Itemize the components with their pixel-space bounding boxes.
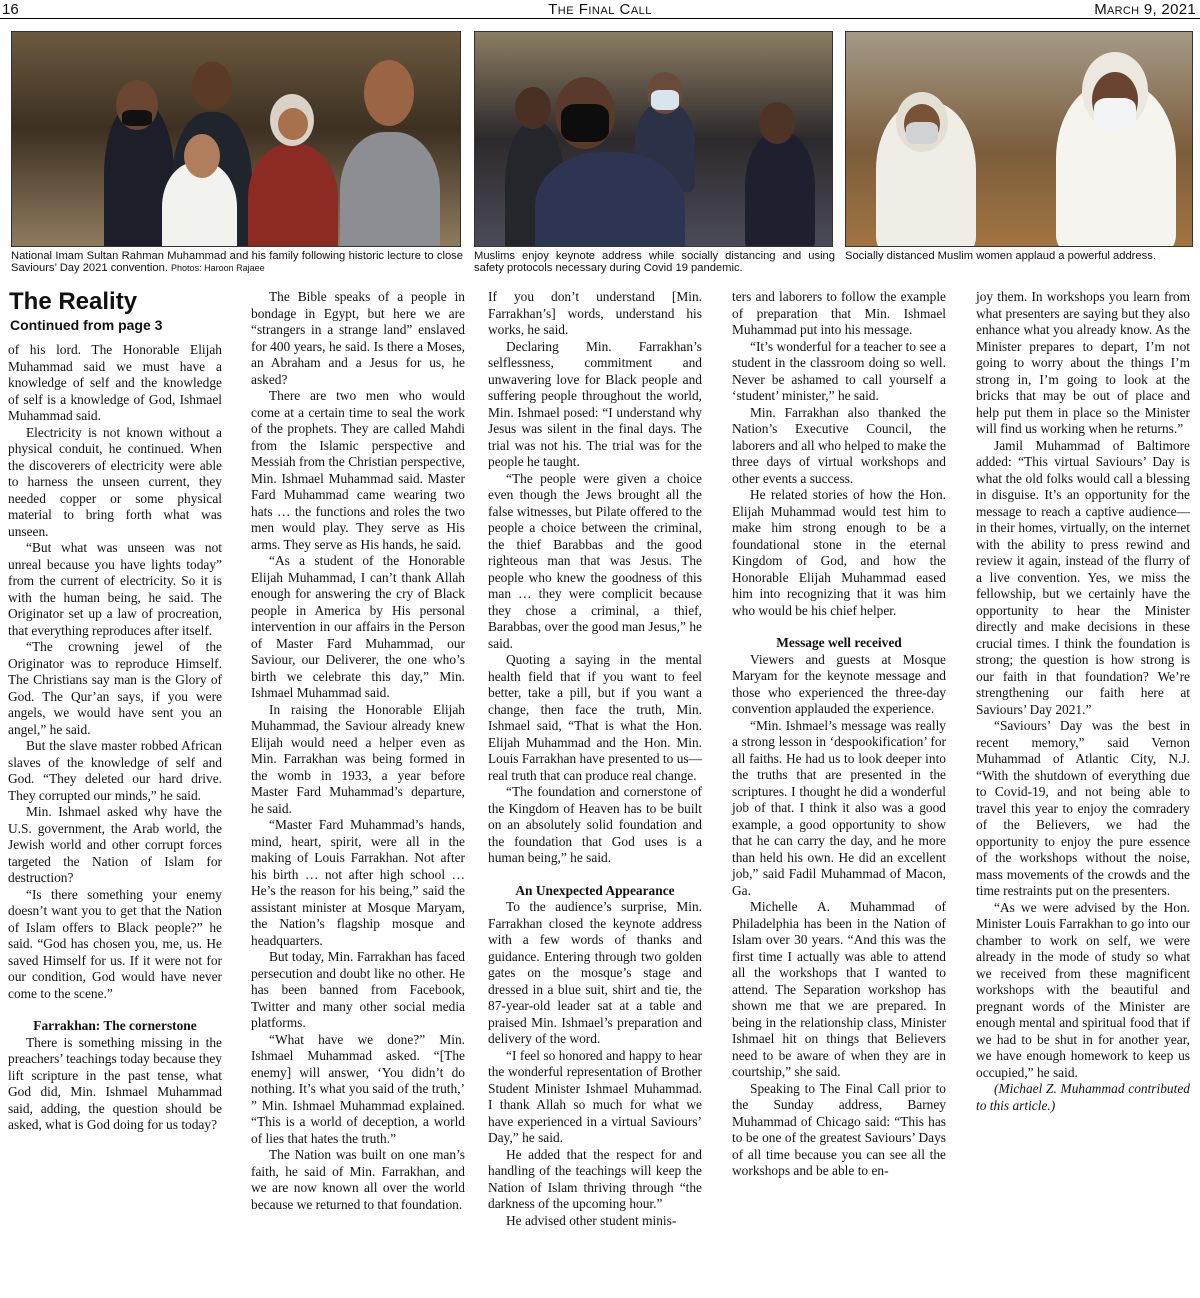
paragraph: He related stories of how the Hon. Elijah Muhammad would test him to make him strong enough to be a foundational stone in the eternal Kingdom of God, and how the Honorable Elijah Muhammad eased him into recognizing that it was him who would be his chief helper.	[732, 487, 946, 618]
paragraph: “But what was unseen was not unreal because you have lights today” from the current of electricity. So it is with the human being, he said. The Originator set up a law of procreation, that everything reproduces after itself.	[8, 540, 222, 638]
paragraph: But the slave master robbed African slaves of the knowledge of self and God. “They deleted our hard drive. They corrupted our minds,” he said.	[8, 738, 222, 803]
paragraph: of his lord. The Honorable Elijah Muhammad said we must have a knowledge of self and the knowledge of self is a knowledge of God, Ishmael Muhammad said.	[8, 342, 222, 423]
photo-audience-men	[474, 31, 833, 247]
paragraph: Min. Ishmael asked why have the U.S. government, the Arab world, the Jewish world and other corrupt forces targeted the Nation of Islam for destruction?	[8, 804, 222, 885]
photo-caption-2: Muslims enjoy keynote address while socially distancing and using safety protocols necessary during Covid 19 pandemic.	[474, 250, 835, 274]
paragraph: “What have we done?” Min. Ishmael Muhammad asked. “[The enemy] will answer, ‘You didn’t do nothing. It’s what you said of the truth,’ ” Min. Ishmael Muhammad explained. “This is a world of deception, a world of lies that hates the truth.”	[251, 1031, 465, 1146]
paragraph: If you don’t understand [Min. Farrakhan’s] words, understand his works, he said.	[488, 289, 702, 337]
paragraph: “The people were given a choice even though the Jews brought all the false witnesses, but Pilate offered to the people a choice between the criminal, the thief Barabbas and the good righteous man that was Jesus. The people who knew the goodness of this man … they were complicit because they chose a criminal, a thief, Barabbas, over the good man Jesus,” he said.	[488, 470, 702, 651]
paragraph: “The foundation and cornerstone of the Kingdom of Heaven has to be built on an absolutely solid foundation and the foundation that God uses is a human being,” he said.	[488, 784, 702, 865]
paragraph: “Min. Ishmael’s message was really a strong lesson in ‘despookification’ for all faiths. He had us to look deeper into the truths that are presented in the scriptures. I thought he did a wonderful job of that. I think it also was a good example, a good opportunity to show that he can carry the day, and he more than held his own. He did an excellent job,” said Fadil Muhammad of Macon, Ga.	[732, 717, 946, 898]
paragraph: But today, Min. Farrakhan has faced persecution and doubt like no other. He has been banned from Facebook, Twitter and many other social media platforms.	[251, 949, 465, 1030]
paragraph: The Nation was built on one man’s faith, he said of Min. Farrakhan, and we are now known all over the world because we returned to that foundation.	[251, 1147, 465, 1212]
issue-date: March 9, 2021	[1094, 1, 1196, 18]
paragraph: In raising the Honorable Elijah Muhammad, the Saviour already knew Elijah would need a helper even as Min. Farrakhan was being formed in the womb in 1933, a year before Master Fard Muhammad’s departure, he said.	[251, 701, 465, 816]
paragraph: “The crowning jewel of the Originator was to reproduce Himself. The Christians say man is the Glory of God. The Qur’an says, if you were angels, we would have sent you an angel,” he said.	[8, 639, 222, 737]
paragraph: He added that the respect for and handling of the teachings will keep the Nation of Islam thriving through “the darkness of the upcoming hour.”	[488, 1146, 702, 1211]
paragraph: To the audience’s surprise, Min. Farrakhan closed the keynote address with a few words of thanks and guidance. Entering through two golden gates on the mosque’s stage and dressed in a blue suit, shirt and tie, the 87-year-old leader sat at a table and praised Min. Ishmael’s preparation and delivery of the word.	[488, 899, 702, 1046]
section-subhead: Message well received	[776, 635, 902, 650]
photo-audience-women	[845, 31, 1193, 247]
continued-from-line: Continued from page 3	[10, 317, 163, 333]
paragraph: Viewers and guests at Mosque Maryam for the keynote message and those who experienced the three-day convention applauded the experience.	[732, 651, 946, 716]
paragraph: “As we were advised by the Hon. Minister Louis Farrakhan to go into our chamber to work on self, we were already in the mode of study so what we received from these magnificent workshops with the beautiful and pregnant words of the Minister are enough mental and spiritual food that if we had to be shut in for another year, we have enough homework to keep us occupied,” he said.	[976, 899, 1190, 1080]
photo-caption-3: Socially distanced Muslim women applaud a powerful address.	[845, 250, 1156, 262]
article-column-4	[732, 289, 946, 1180]
photo-caption-1	[11, 250, 463, 274]
article-headline: The Reality	[9, 288, 138, 315]
paragraph: “As a student of the Honorable Elijah Muhammad, I can’t thank Allah enough for answering the cry of Black people in America by His personal intervention in our affairs in the Person of Master Fard Muhammad, our Saviour, our Deliverer, the one who’s birth we celebrate this day,” Min. Ishmael Muhammad said.	[251, 553, 465, 700]
page-number: 16	[2, 1, 19, 18]
paragraph: He advised other student minis-	[506, 1212, 677, 1228]
article-column-3	[488, 289, 702, 1229]
paragraph: “Is there something your enemy doesn’t want you to get that the Nation of Islam offers to Black people?” he said. “God has chosen you, me, us. He saved Himself for us. If it were not for our condition, God would have never come to the scene.”	[8, 886, 222, 1001]
paragraph: Michelle A. Muhammad of Philadelphia has been in the Nation of Islam over 30 years. “And this was the first time I actually was able to attend all the workshops that I wanted to attend. The Separation workshop has shown me that we are prepared. In being in the relationship class, Minister Ishmael hit on things that Believers need to be aware of when they are in courtship,” she said.	[732, 899, 946, 1079]
contributor-note: (Michael Z. Muhammad contributed to this article.)	[976, 1081, 1190, 1113]
article-column-2	[251, 289, 465, 1213]
paragraph: There are two men who would come at a certain time to seal the work of the prophets. They are called Mahdi from the Islamic perspective and Messiah from the Christian perspective, Min. Ishmael Muhammad said. Master Fard Muhammad came wearing two hats … the functions and roles the two men would play. They serve as His arms. They serve as His hands, he said.	[251, 388, 465, 552]
paragraph: joy them. In workshops you learn from what presenters are saying but they also enhance what you already know. As the Minister prepares to depart, I’m not going to worry about the things I’m strong in, I’m going to look at the bricks that may be out of place and help put them in place so the Minister will find us working when he returns.”	[976, 289, 1190, 436]
article-column-1	[8, 342, 222, 1134]
newspaper-name: The Final Call	[548, 1, 652, 18]
paragraph: “Master Fard Muhammad’s hands, mind, heart, spirit, were all in the making of Louis Farrakhan. Not after his birth … not after high school … He’s the reason for his being,” said the assistant minister at Mosque Maryam, the Nation’s flagship mosque and headquarters.	[251, 817, 465, 948]
photo-imam-family	[11, 31, 461, 247]
paragraph: “Saviours’ Day was the best in recent memory,” said Vernon Muhammad of Atlantic City, N.J. “With the shutdown of everything due to Covid-19, and not being able to travel this year to enjoy the comradery of the Believers, we had the opportunity to enjoy the pure essence of the workshops without the noise, mass movements of the crowds and the time restraints put on the presenters.	[976, 718, 1190, 898]
paragraph: ters and laborers to follow the example of preparation that Min. Ishmael Muhammad put into his message.	[732, 289, 946, 337]
article-column-5	[976, 289, 1190, 1114]
page-folio	[0, 0, 1200, 19]
paragraph: Quoting a saying in the mental health field that if you want to feel better, take a pill, but if you want a change, then face the truth, Min. Ishmael said, “That is what the Hon. Elijah Muhammad and the Hon. Min. Louis Farrakhan have presented to us—real truth that can produce real change.	[488, 652, 702, 783]
paragraph: Speaking to The Final Call prior to the Sunday address, Barney Muhammad of Chicago said: “This has to be one of the greatest Saviours’ Days of all time because you can see all the workshops and be able to en-	[732, 1080, 946, 1178]
caption-text: National Imam Sultan Rahman Muhammad and his family following historic lecture to close Saviours’ Day 2021 convention.	[11, 250, 463, 274]
paragraph: Min. Farrakhan also thanked the Nation’s Executive Council, the laborers and all who helped to make the three days of virtual workshops and other events a success.	[732, 404, 946, 486]
section-subhead: An Unexpected Appearance	[515, 882, 675, 898]
paragraph: “It’s wonderful for a teacher to see a student in the classroom doing so well. Never be ashamed to call yourself a ‘student’ minister,” he said.	[732, 338, 946, 403]
paragraph: “I feel so honored and happy to hear the wonderful representation of Brother Student Minister Ishmael Muhammad. I thank Allah so much for what we have experienced in a virtual Saviours’ Day,” he said.	[488, 1047, 702, 1145]
paragraph: Declaring Min. Farrakhan’s selflessness, commitment and unwavering love for Black people and suffering people throughout the world, Min. Ishmael posed: “I understand why Jesus was silent in the final days. The trial was not his. The trial was for the people he taught.	[488, 338, 702, 469]
paragraph: Jamil Muhammad of Baltimore added: “This virtual Saviours’ Day is what the old folks would call a blessing in disguise. It’s an opportunity for the message to reach a captive audience—in their homes, virtually, on the internet with the ability to press rewind and review it again, instead of the flurry of a live convention. Yes, we miss the fellowship, but we certainly have the opportunity to hear the Minister directly and make decisions in these crucial times. I think the foundation is strong; the question is how strong is our faith in that foundation? We’re strengthening our faith here at Saviours’ Day 2021.”	[976, 437, 1190, 717]
paragraph: The Bible speaks of a people in bondage in Egypt, but here we are “strangers in a strange land” enslaved for 400 years, he said. Is there a Moses, an Abraham and a Jesus for us, he asked?	[251, 289, 465, 387]
section-subhead: Farrakhan: The cornerstone	[33, 1018, 197, 1033]
photo-credit: Photos: Haroon Rajaee	[171, 263, 265, 273]
paragraph: There is something missing in the preachers’ teachings today because they lift scripture in the past tense, what God did, Min. Ishmael Muhammad said, adding, the question should be asked, what is God doing for us today?	[8, 1034, 222, 1132]
paragraph: Electricity is not known without a physical conduit, he continued. When the discoverers of electricity were able to harness the unseen current, they needed copper or some physical material to bring forth what was unseen.	[8, 424, 222, 539]
